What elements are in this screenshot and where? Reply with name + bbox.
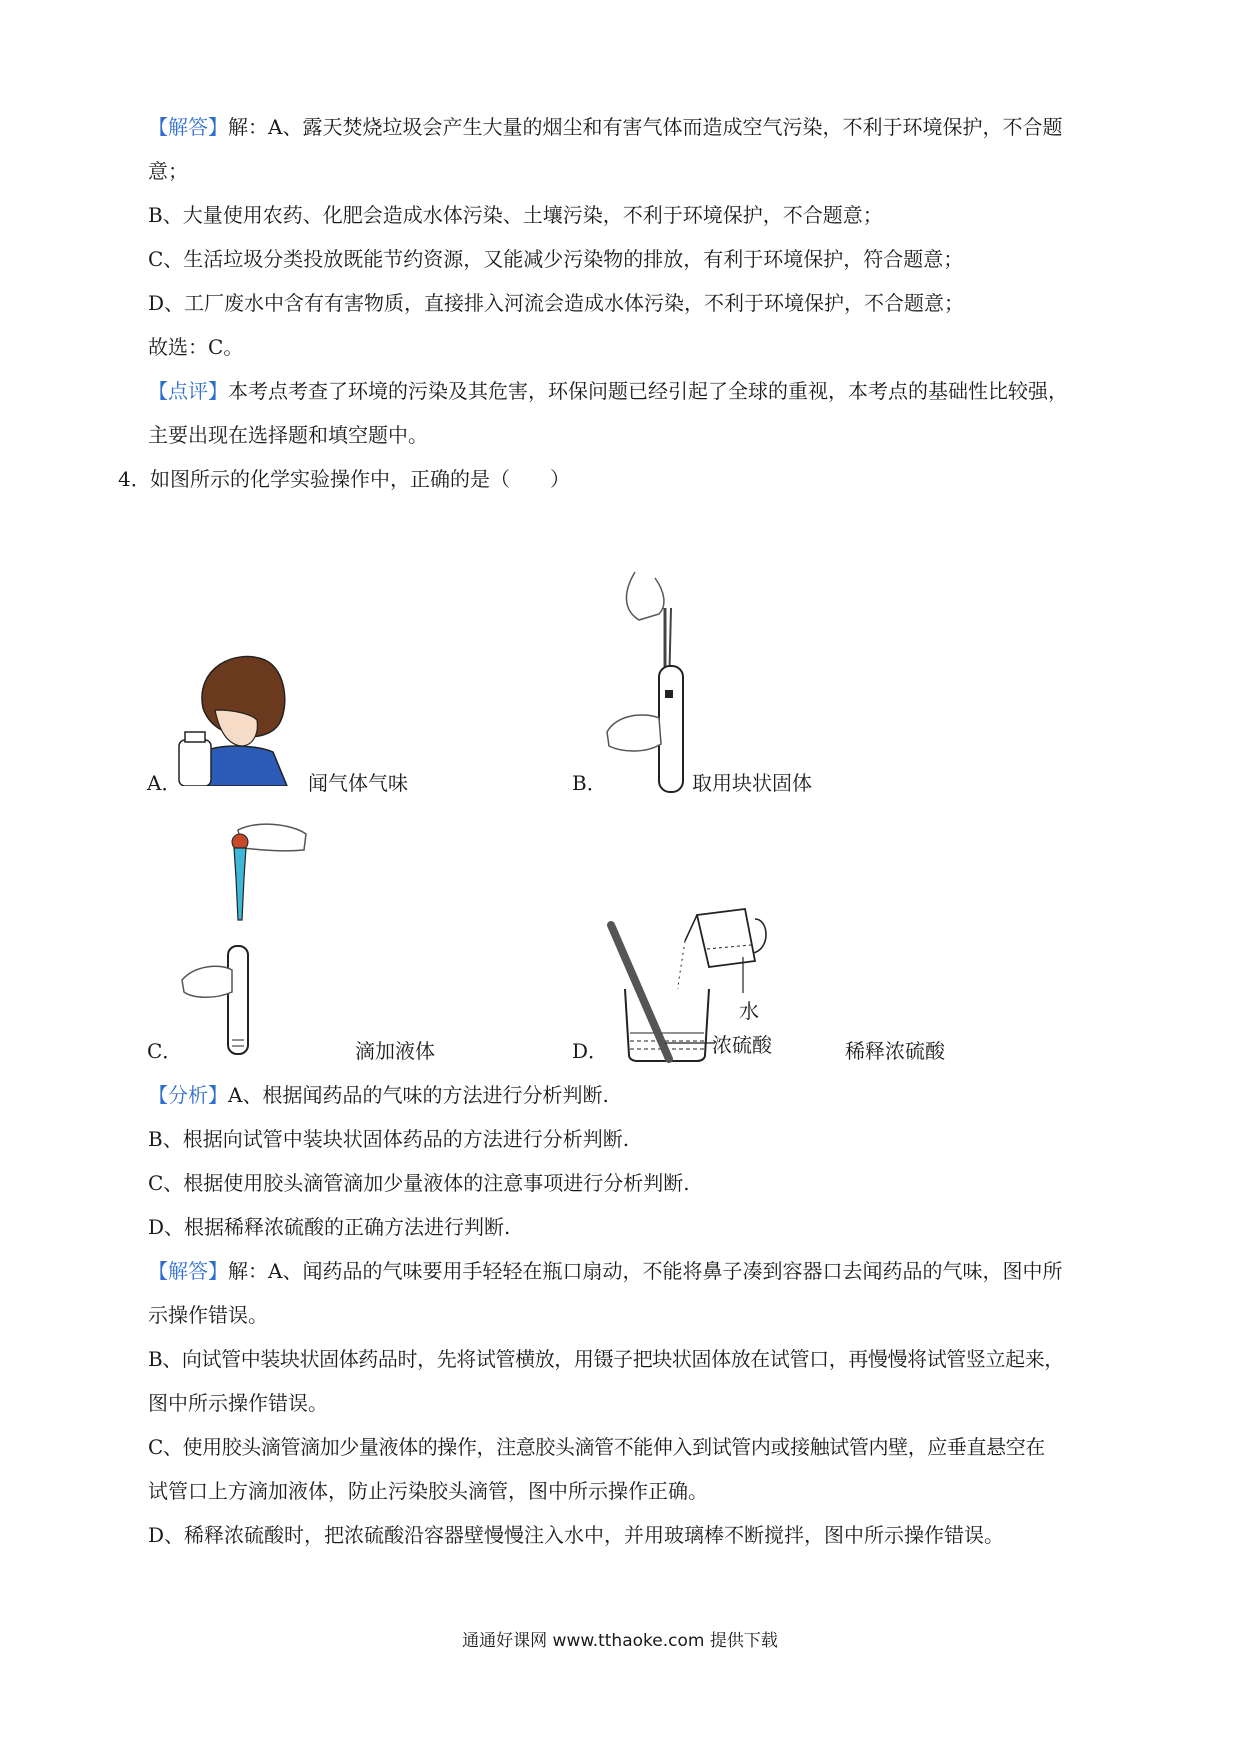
beaker-dilution-illustration bbox=[605, 905, 805, 1065]
option-c-caption: 滴加液体 bbox=[355, 1039, 435, 1063]
prev-answer-line-3: C、生活垃圾分类投放既能节约资源，又能减少污染物的排放，有利于环境保护，符合题意； bbox=[148, 247, 964, 271]
answer-line-4: D、稀释浓硫酸时，把浓硫酸沿容器壁慢慢注入水中，并用玻璃棒不断搅拌，图中所示操作错误。 bbox=[148, 1523, 1005, 1547]
label-conc-acid: 浓硫酸 bbox=[712, 1033, 772, 1057]
page-footer: 通通好课网 www.tthaoke.com 提供下载 bbox=[462, 1631, 778, 1651]
answer-line-1: 【解答】解：A、闻药品的气味要用手轻轻在瓶口扇动，不能将鼻子凑到容器口去闻药品的气味，图中所 bbox=[148, 1259, 1063, 1283]
analysis-line-3: C、根据使用胶头滴管滴加少量液体的注意事项进行分析判断. bbox=[148, 1171, 690, 1195]
option-a-letter: A． bbox=[147, 771, 182, 795]
smelling-gas-illustration bbox=[175, 648, 295, 786]
prev-answer-line-5: 故选：C。 bbox=[148, 335, 244, 359]
option-b-letter: B． bbox=[572, 771, 607, 795]
dropper-test-tube-illustration bbox=[178, 818, 310, 1058]
analysis-line-2: B、根据向试管中装块状固体药品的方法进行分析判断. bbox=[148, 1127, 630, 1151]
prev-comment-line-1: 【点评】本考点考查了环境的污染及其危害，环保问题已经引起了全球的重视，本考点的基础性比较强， bbox=[148, 379, 1068, 403]
analysis-line-1: 【分析】A、根据闻药品的气味的方法进行分析判断. bbox=[148, 1083, 609, 1107]
tweezers-test-tube-illustration bbox=[605, 568, 717, 794]
answer-line-2b: 图中所示操作错误。 bbox=[148, 1391, 328, 1415]
answer-line-3: C、使用胶头滴管滴加少量液体的操作，注意胶头滴管不能伸入到试管内或接触试管内壁，应垂直悬空在 bbox=[148, 1435, 1045, 1459]
answer-line-3b: 试管口上方滴加液体，防止污染胶头滴管，图中所示操作正确。 bbox=[148, 1479, 708, 1503]
analysis-line-4: D、根据稀释浓硫酸的正确方法进行判断. bbox=[148, 1215, 511, 1239]
prev-answer-line-1: 【解答】解：A、露天焚烧垃圾会产生大量的烟尘和有害气体而造成空气污染，不利于环境保护，不合题 bbox=[148, 115, 1063, 139]
answer-tag: 【解答】 bbox=[148, 115, 228, 139]
prev-answer-line-1b: 意； bbox=[148, 159, 188, 183]
answer-line-2: B、向试管中装块状固体药品时，先将试管横放，用镊子把块状固体放在试管口，再慢慢将试管竖立起来， bbox=[148, 1347, 1064, 1371]
prev-answer-line-4: D、工厂废水中含有有害物质，直接排入河流会造成水体污染，不利于环境保护，不合题意； bbox=[148, 291, 965, 315]
option-d-caption: 稀释浓硫酸 bbox=[845, 1039, 945, 1063]
option-c-letter: C． bbox=[147, 1039, 183, 1063]
question-number: 4． bbox=[118, 467, 151, 491]
option-a-caption: 闻气体气味 bbox=[308, 771, 408, 795]
answer-line-1b: 示操作错误。 bbox=[148, 1303, 268, 1327]
comment-tag: 【点评】 bbox=[148, 379, 228, 403]
answer-tag-2: 【解答】 bbox=[148, 1259, 228, 1283]
prev-comment-line-2: 主要出现在选择题和填空题中。 bbox=[148, 423, 428, 447]
prev-answer-line-2: B、大量使用农药、化肥会造成水体污染、土壤污染，不利于环境保护，不合题意； bbox=[148, 203, 883, 227]
question-text: 如图所示的化学实验操作中，正确的是（ ） bbox=[150, 467, 570, 491]
label-water: 水 bbox=[739, 999, 759, 1023]
option-d-letter: D． bbox=[572, 1039, 609, 1063]
analysis-tag: 【分析】 bbox=[148, 1083, 228, 1107]
option-b-caption: 取用块状固体 bbox=[692, 771, 812, 795]
